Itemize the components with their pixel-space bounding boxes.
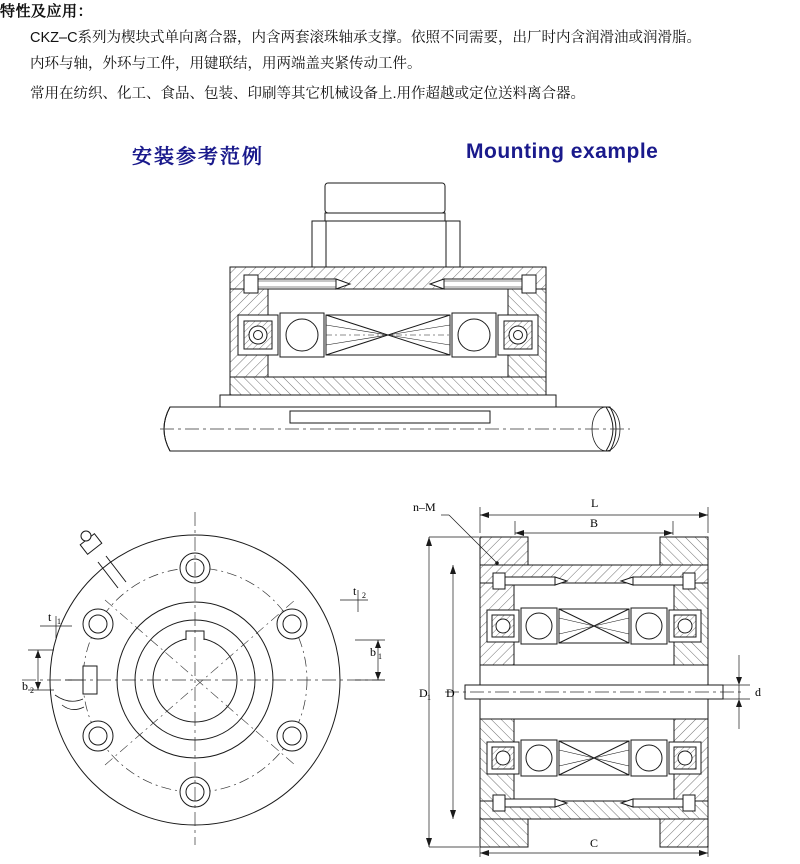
description-paragraph-1: CKZ–C系列为楔块式单向离合器，内含两套滚珠轴承支撑。依照不同需要，出厂时内含润滑油或润滑脂。 bbox=[30, 30, 702, 46]
label-b2: b bbox=[22, 679, 28, 693]
mounting-example-heading-en: Mounting example bbox=[466, 140, 659, 163]
label-t1: t bbox=[48, 610, 52, 624]
label-D1-sub: 1 bbox=[427, 693, 431, 702]
label-C: C bbox=[590, 836, 599, 850]
label-d: d bbox=[755, 685, 761, 699]
description-paragraph-3: 常用在纺织、化工、食品、包装、印刷等其它机械设备上.用作超越或定位送料离合器。 bbox=[30, 86, 586, 102]
label-b2-sub: 2 bbox=[30, 686, 34, 695]
label-t1-sub: 1 bbox=[57, 617, 61, 626]
label-B: B bbox=[590, 516, 599, 530]
section-title: 特性及应用： bbox=[0, 3, 94, 20]
mounting-example-assembly-drawing bbox=[140, 175, 660, 465]
clutch-front-view-drawing bbox=[10, 490, 410, 860]
mounting-example-heading-cn: 安装参考范例 bbox=[132, 146, 264, 168]
label-t2: t bbox=[353, 584, 357, 598]
label-n-M: n–M bbox=[413, 500, 436, 514]
label-b1: b bbox=[370, 645, 376, 659]
label-t2-sub: 2 bbox=[362, 591, 366, 600]
label-D1: D bbox=[419, 686, 428, 700]
label-D: D bbox=[446, 686, 455, 700]
label-b1-sub: 1 bbox=[378, 652, 382, 661]
label-L: L bbox=[591, 496, 599, 510]
description-paragraph-2: 内环与轴，外环与工件，用键联结，用两端盖夹紧传动工件。 bbox=[30, 56, 422, 72]
clutch-cross-section-drawing bbox=[405, 485, 795, 860]
